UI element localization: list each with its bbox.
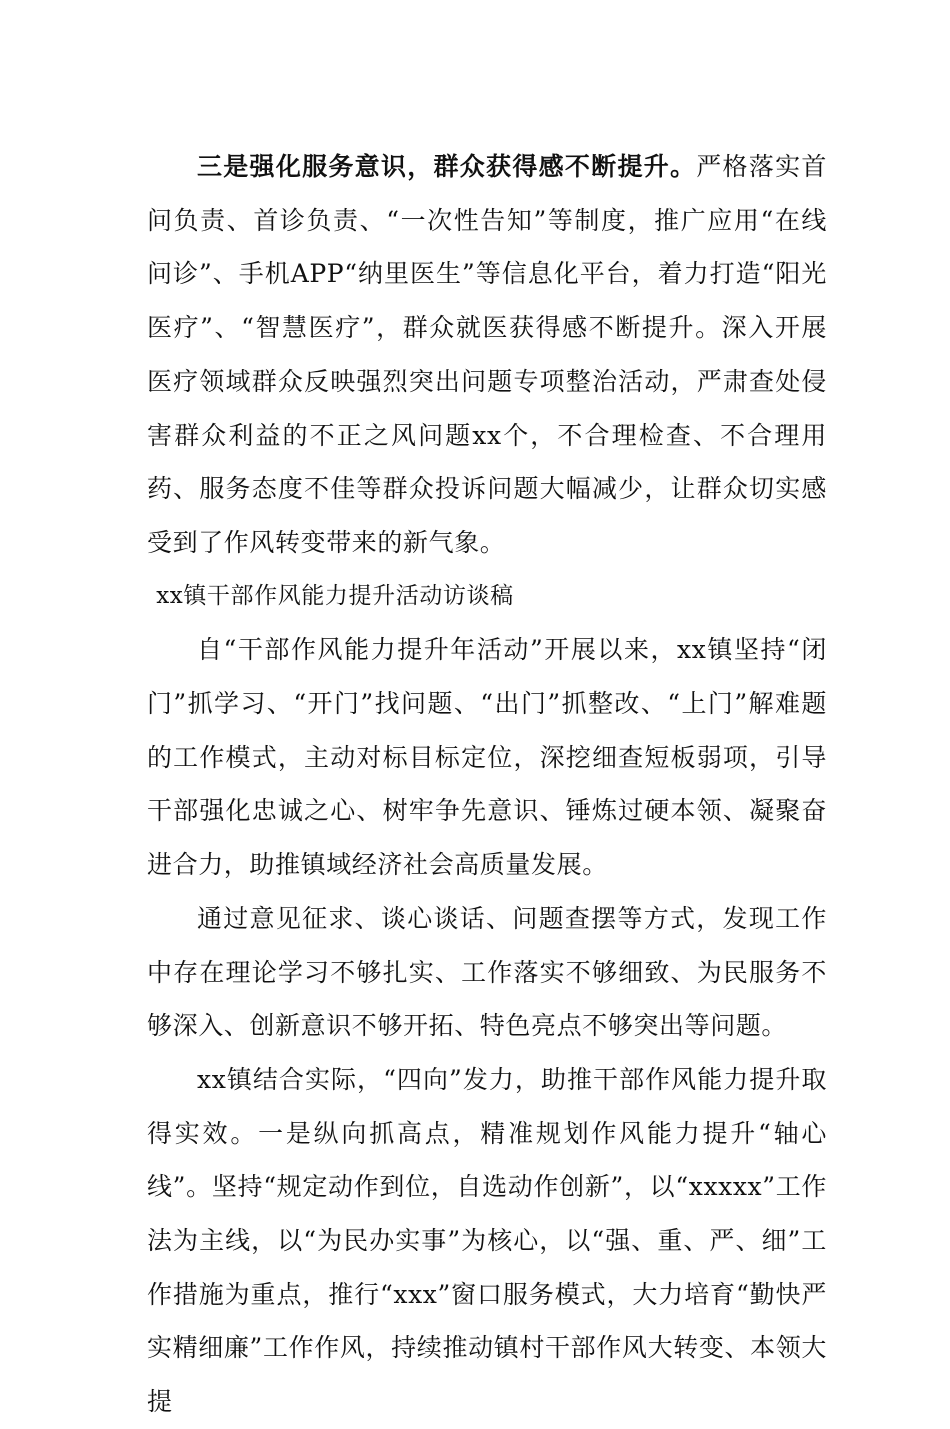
article-title: xx镇干部作风能力提升活动访谈稿 — [156, 582, 514, 609]
article-paragraph: 通过意见征求、谈心谈话、问题查摆等方式，发现工作中存在理论学习不够扎实、工作落实不够细致、为民服务不够深入、创新意识不够开拓、特色亮点不够突出等问题。 — [147, 903, 827, 1041]
paragraph-text: 严格落实首问负责、首诊负责、“一次性告知”等制度，推广应用“在线问诊”、手机APP“纳里医生”等信息化平台，着力打造“阳光医疗”、“智慧医疗”，群众就医获得感不断提升。深入开展医疗领域群众反映强烈突出问题专项整治活动，严肃查处侵害群众利益的不正之风问题xx个，不合理检查、不合理用药、服务态度不佳等群众投诉问题大幅减少，让群众切实感受到了作风转变带来的新气象。 — [147, 152, 827, 557]
article-paragraph: xx镇结合实际，“四向”发力，助推干部作风能力提升取得实效。一是纵向抓高点，精准规划作风能力提升“轴心线”。坚持“规定动作到位，自选动作创新”，以“xxxxx”工作法为主线，以“为民办实事”为核心，以“强、重、严、细”工作措施为重点，推行“xxx”窗口服务模式，大力培育“勤快严实精细廉”工作作风，持续推动镇村干部作风大转变、本领大提 — [147, 1064, 827, 1417]
paragraph-service-awareness — [147, 140, 827, 570]
document-body — [147, 140, 827, 1429]
article-paragraph: 自“干部作风能力提升年活动”开展以来，xx镇坚持“闭门”抓学习、“开门”找问题、“出门”抓整改、“上门”解难题的工作模式，主动对标目标定位，深挖细查短板弱项，引导干部强化忠诚之心、树牢争先意识、锤炼过硬本领、凝聚奋进合力，助推镇域经济社会高质量发展。 — [147, 635, 827, 880]
paragraph-lead: 三是强化服务意识，群众获得感不断提升。 — [197, 152, 697, 181]
